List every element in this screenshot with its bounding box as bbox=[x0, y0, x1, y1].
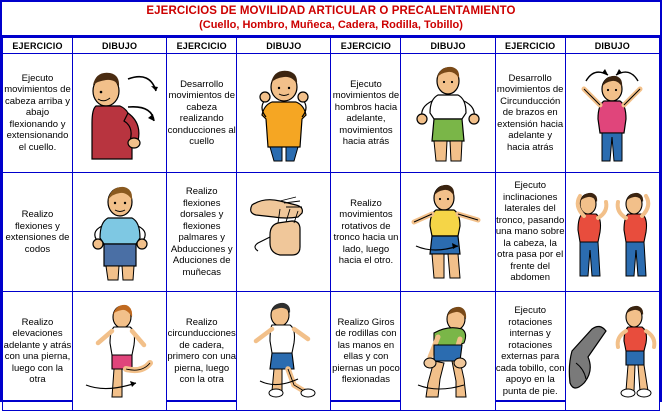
exercise-figure-3-3 bbox=[401, 292, 495, 411]
exercise-text-2-2: Realizo flexiones dorsales y flexiones palmares y Abducciones y Aduciones de muñecas bbox=[167, 173, 237, 292]
header-drawing-1: DIBUJO bbox=[72, 38, 166, 54]
person-neck-rotation-icon bbox=[240, 61, 328, 165]
exercise-text-3-3: Realizo Giros de rodillas con las manos en ellas y con piernas un poco flexionadas bbox=[331, 292, 401, 411]
person-ankle-rotation-icon bbox=[566, 299, 658, 403]
hands-wrist-flexion-icon bbox=[240, 187, 328, 277]
person-elbow-flexion-extension-icon bbox=[76, 180, 164, 284]
exercise-figure-2-2 bbox=[237, 173, 331, 292]
table-row bbox=[3, 292, 660, 411]
exercise-figure-4-1 bbox=[565, 54, 659, 173]
exercise-figure-1-2 bbox=[72, 173, 166, 292]
exercise-text-3-1: Ejecuto movimientos de hombros hacia adelante, movimientos hacia atrás bbox=[331, 54, 401, 173]
exercise-text-4-1: Desarrollo movimientos de Circunducción de brazos en extensión hacia adelante y hacia atrás bbox=[495, 54, 565, 173]
exercise-text-1-1: Ejecuto movimientos de cabeza arriba y abajo flexionando y extensionando el cuello. bbox=[3, 54, 73, 173]
person-arm-circumduction-icon bbox=[568, 61, 656, 165]
header-drawing-4: DIBUJO bbox=[565, 38, 659, 54]
title-line-2: (Cuello, Hombro, Muñeca, Cadera, Rodilla, Tobillo) bbox=[199, 19, 463, 31]
person-leg-raise-front-back-icon bbox=[76, 299, 164, 403]
table-header-row bbox=[3, 38, 660, 54]
table-row bbox=[3, 173, 660, 292]
page-title bbox=[2, 2, 660, 37]
person-trunk-rotation-icon bbox=[404, 180, 492, 284]
exercise-figure-4-3 bbox=[565, 292, 659, 411]
exercise-table bbox=[2, 37, 660, 411]
person-knee-rotation-icon bbox=[404, 299, 492, 403]
exercise-figure-2-3 bbox=[237, 292, 331, 411]
person-neck-flexion-extension-icon bbox=[76, 61, 164, 165]
person-lateral-trunk-bend-icon bbox=[566, 180, 658, 284]
exercise-figure-1-1 bbox=[72, 54, 166, 173]
exercise-text-3-2: Realizo movimientos rotativos de tronco hacia un lado, luego hacia el otro. bbox=[331, 173, 401, 292]
header-drawing-2: DIBUJO bbox=[237, 38, 331, 54]
exercise-text-4-2: Ejecuto inclinaciones laterales del tronco, pasando una mano sobre la cabeza, la otra pasa por el frente del abdomen bbox=[495, 173, 565, 292]
person-hip-circumduction-icon bbox=[240, 299, 328, 403]
exercise-figure-3-1 bbox=[401, 54, 495, 173]
exercise-figure-1-3 bbox=[72, 292, 166, 411]
exercise-figure-2-1 bbox=[237, 54, 331, 173]
person-shoulder-movement-icon bbox=[404, 61, 492, 165]
exercise-text-1-3: Realizo elevaciones adelante y atrás con una pierna, luego con la otra bbox=[3, 292, 73, 411]
header-exercise-1: EJERCICIO bbox=[3, 38, 73, 54]
title-line-1: EJERCICIOS DE MOVILIDAD ARTICULAR O PRECALENTAMIENTO bbox=[146, 5, 516, 17]
header-drawing-3: DIBUJO bbox=[401, 38, 495, 54]
header-exercise-2: EJERCICIO bbox=[167, 38, 237, 54]
exercise-text-4-3: Ejecuto rotaciones internas y rotaciones externas para cada tobillo, con apoyo en la punta de pie. bbox=[495, 292, 565, 411]
table-row bbox=[3, 54, 660, 173]
header-exercise-4: EJERCICIO bbox=[495, 38, 565, 54]
exercise-text-2-1: Desarrollo movimientos de cabeza realizando conducciones al cuello bbox=[167, 54, 237, 173]
header-exercise-3: EJERCICIO bbox=[331, 38, 401, 54]
exercise-figure-3-2 bbox=[401, 173, 495, 292]
exercise-text-2-3: Realizo circunducciones de cadera, primero con una pierna, luego con la otra bbox=[167, 292, 237, 411]
exercise-figure-4-2 bbox=[565, 173, 659, 292]
exercise-text-1-2: Realizo flexiones y extensiones de codos bbox=[3, 173, 73, 292]
